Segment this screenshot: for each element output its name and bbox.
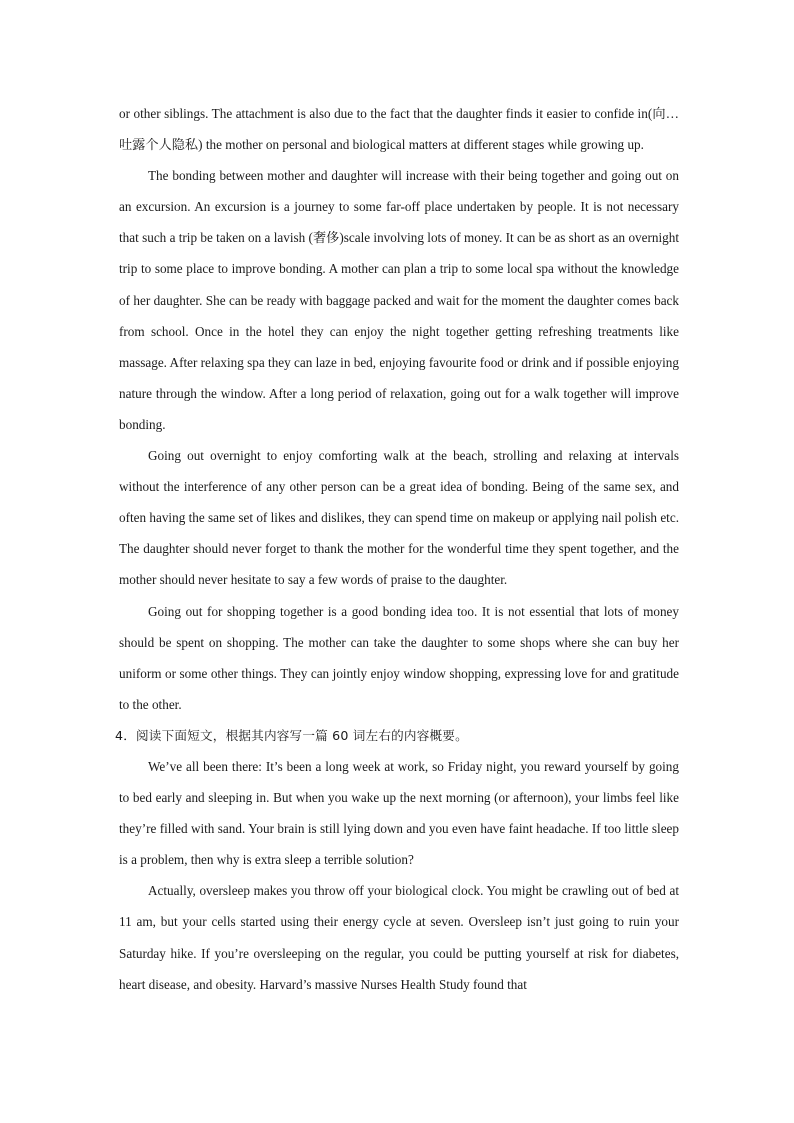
paragraph-oversleep: Actually, oversleep makes you throw off your biological clock. You might be crawling out of bed at 11 am, but your cells started using their energy cycle at seven. Oversleep isn’t just going to ruin your Saturday hike. If you’re oversleeping on the regular, you could be putting yourself at risk for diabetes, heart disease, and obesity. Harvard’s massive Nurses Health Study found that	[119, 883, 679, 992]
document-body	[115, 98, 679, 1000]
paragraph-continuation: or other siblings. The attachment is also due to the fact that the daughter finds it easier to confide in(向…吐露个人隐私) the mother on personal and biological matters at different stages while growing up.	[119, 106, 679, 153]
question-4-heading	[115, 720, 679, 751]
paragraph-excursion: The bonding between mother and daughter will increase with their being together and going out on an excursion. An excursion is a journey to some far-off place undertaken by people. It is not necessary that such a trip be taken on a lavish (奢侈)scale involving lots of money. It can be as short as an overnight trip to some place to improve bonding. A mother can plan a trip to some local spa without the knowledge of her daughter. She can be ready with baggage packed and wait for the moment the daughter comes back from school. Once in the hotel they can enjoy the night together getting refreshing treatments like massage. After relaxing spa they can laze in bed, enjoying favourite food or drink and if possible enjoying nature through the window. After a long period of relaxation, going out for a walk together will improve bonding.	[119, 168, 679, 432]
question-prompt: 阅读下面短文，根据其内容写一篇 60 词左右的内容概要。	[136, 727, 468, 743]
paragraph-sleep-intro: We’ve all been there: It’s been a long week at work, so Friday night, you reward yourself by going to bed early and sleeping in. But when you wake up the next morning (or afternoon), your limbs feel like they’re filled with sand. Your brain is still lying down and you even have faint headache. If too little sleep is a problem, then why is extra sleep a terrible solution?	[119, 758, 679, 868]
paragraph-shopping: Going out for shopping together is a good bonding idea too. It is not essential that lots of money should be spent on shopping. The mother can take the daughter to some shops where she can buy her uniform or some other things. They can jointly enjoy window shopping, expressing love for and gratitude to the other.	[119, 603, 679, 712]
question-number: 4．	[115, 727, 137, 743]
paragraph-beach-walk: Going out overnight to enjoy comforting walk at the beach, strolling and relaxing at intervals without the interference of any other person can be a great idea of bonding. Being of the same sex, and often having the same set of likes and dislikes, they can spend time on makeup or applying nail polish etc. The daughter should never forget to thank the mother for the wonderful time they spent together, and the mother should never hesitate to say a few words of praise to the daughter.	[119, 448, 679, 588]
